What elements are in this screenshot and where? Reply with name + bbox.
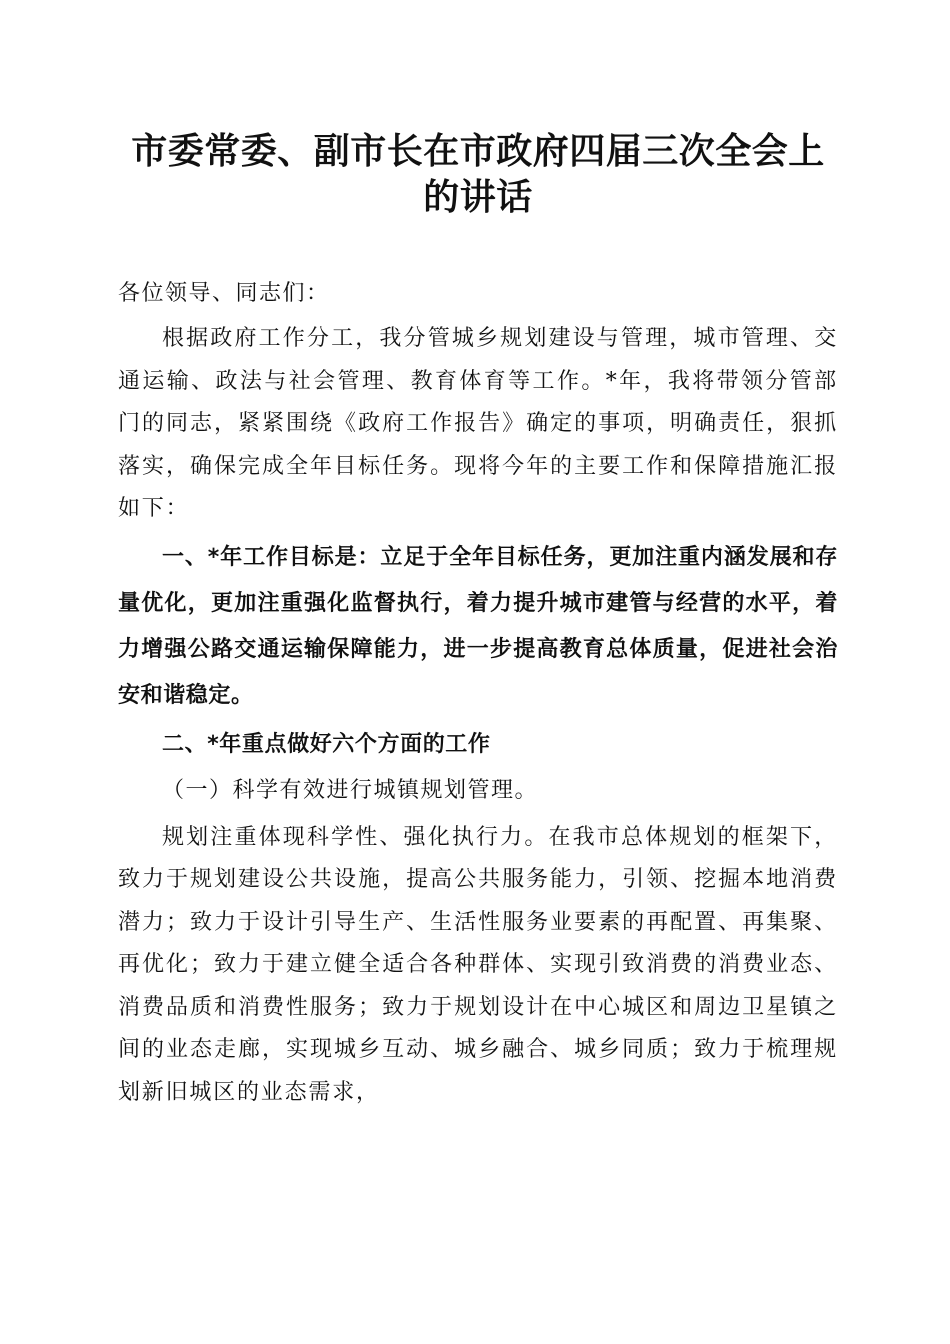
document-page [118,128,838,1114]
section-one-goals: 一、*年工作目标是：立足于全年目标任务，更加注重内涵发展和存量优化，更加注重强化监督执行，着力提升城市建管与经营的水平，着力增强公路交通运输保障能力，进一步提高教育总体质量，促进社会治安和谐稳定。 [118,544,838,708]
intro-paragraph: 根据政府工作分工，我分管城乡规划建设与管理，城市管理、交通运输、政法与社会管理、教育体育等工作。*年，我将带领分管部门的同志，紧紧围绕《政府工作报告》确定的事项，明确责任，狠抓落实，确保完成全年目标任务。现将今年的主要工作和保障措施汇报如下： [118,326,838,521]
subsection-one-heading: （一）科学有效进行城镇规划管理。 [162,777,539,803]
section-two-heading: 二、*年重点做好六个方面的工作 [162,731,491,757]
salutation: 各位领导、同志们： [118,281,330,306]
document-title: 市委常委、副市长在市政府四届三次全会上的讲话 [131,130,825,218]
subsection-one-paragraph: 规划注重体现科学性、强化执行力。在我市总体规划的框架下，致力于规划建设公共设施，提高公共服务能力，引领、挖掘本地消费潜力；致力于设计引导生产、生活性服务业要素的再配置、再集聚、再优化；致力于建立健全适合各种群体、实现引致消费的消费业态、消费品质和消费性服务；致力于规划设计在中心城区和周边卫星镇之间的业态走廊，实现城乡互动、城乡融合、城乡同质；致力于梳理规划新旧城区的业态需求， [118,824,838,1105]
